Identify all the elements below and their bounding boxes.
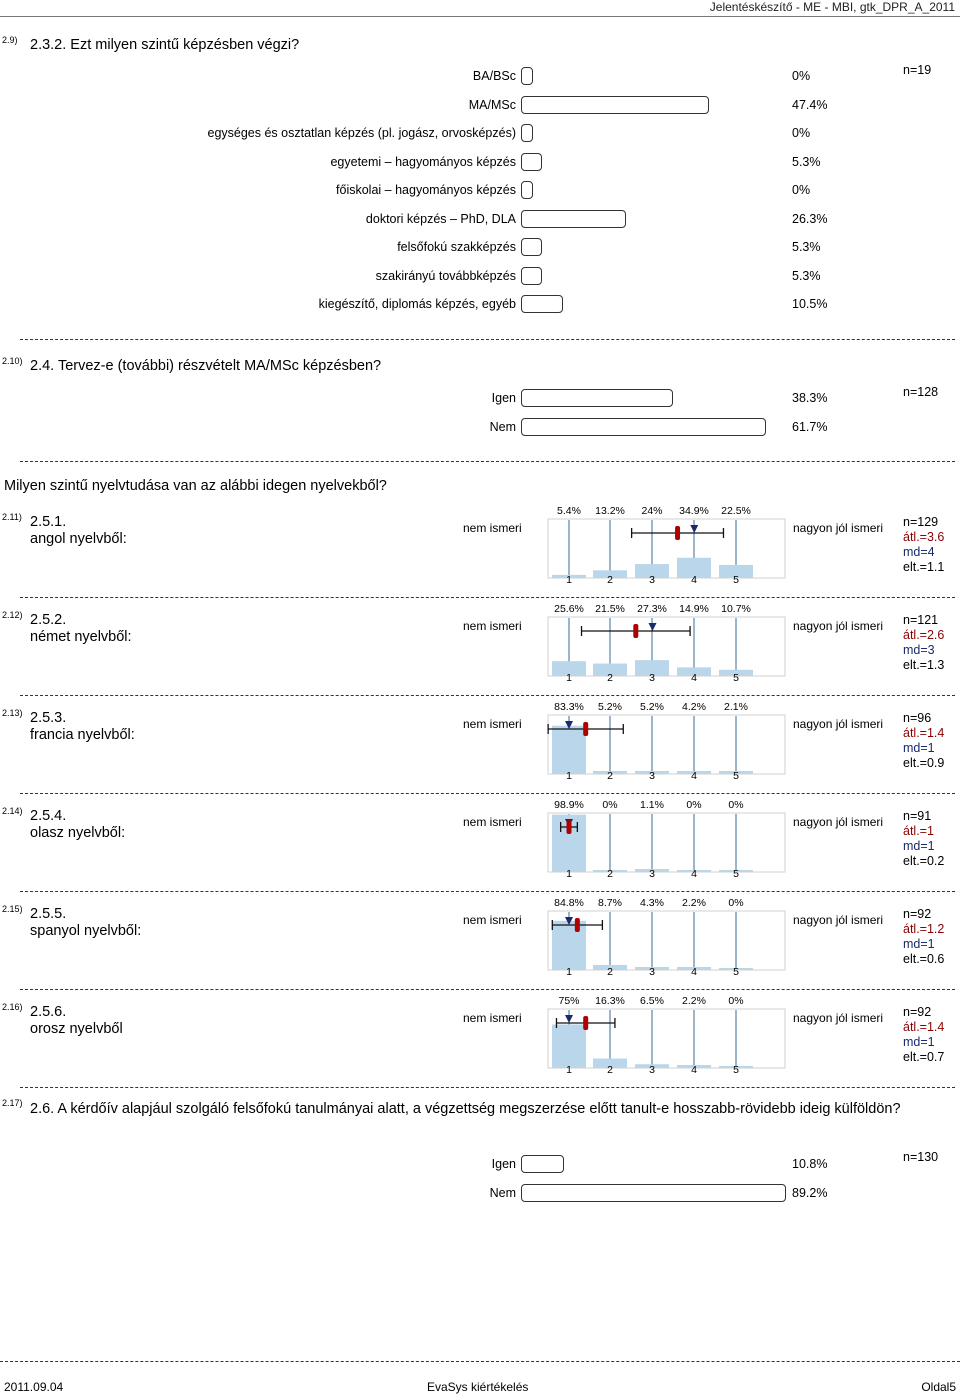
stats-block xyxy=(903,1005,944,1065)
stat-n: n=91 xyxy=(903,809,932,823)
header-divider xyxy=(0,16,960,17)
histogram xyxy=(547,714,787,776)
stat-mean: átl.=2.6 xyxy=(903,628,945,642)
question-title: spanyol nyelvből: xyxy=(30,923,142,939)
option-percent: 5.3% xyxy=(792,154,821,169)
mean-marker xyxy=(583,1016,588,1030)
question-title: olasz nyelvből: xyxy=(30,825,126,841)
tick-label: 2 xyxy=(607,1064,613,1076)
question-number: 2.12) xyxy=(2,610,23,620)
stat-stddev: elt.=0.7 xyxy=(903,1050,945,1064)
histogram-percent: 6.5% xyxy=(640,995,664,1007)
option-percent: 10.8% xyxy=(792,1157,828,1171)
stat-stddev: elt.=0.9 xyxy=(903,756,945,770)
histogram-bar xyxy=(552,726,586,774)
option-label: Igen xyxy=(491,391,516,405)
option-bar xyxy=(521,1184,786,1202)
option-bar xyxy=(521,267,542,285)
tick-label: 2 xyxy=(607,770,613,782)
histogram xyxy=(547,1008,787,1070)
tick-label: 1 xyxy=(566,966,572,978)
histogram-bar xyxy=(552,921,586,970)
histogram-percent: 0% xyxy=(728,799,744,811)
tick-label: 5 xyxy=(733,966,739,978)
mean-marker xyxy=(575,918,580,932)
stat-mean: átl.=3.6 xyxy=(903,530,945,544)
option-percent: 47.4% xyxy=(792,97,828,112)
median-marker xyxy=(565,1015,573,1023)
scale-left-label: nem ismeri xyxy=(463,913,522,927)
stat-stddev: elt.=1.3 xyxy=(903,658,945,672)
tick-label: 3 xyxy=(649,868,655,880)
histogram-percent: 5.2% xyxy=(640,701,664,713)
respondent-count: n=130 xyxy=(903,1150,939,1164)
stat-mean: átl.=1.4 xyxy=(903,726,945,740)
question-title: francia nyelvből: xyxy=(30,727,135,743)
histogram-percent: 16.3% xyxy=(595,995,625,1007)
question-code: 2.5.4. xyxy=(30,808,67,824)
tick-label: 3 xyxy=(649,574,655,586)
scale-right-label: nagyon jól ismeri xyxy=(793,913,884,927)
stat-median: md=1 xyxy=(903,1035,935,1049)
tick-label: 5 xyxy=(733,770,739,782)
histogram-bar xyxy=(552,1025,586,1069)
option-percent: 5.3% xyxy=(792,240,821,254)
option-percent: 0% xyxy=(792,183,811,197)
option-label: kiegészítő, diplomás képzés, egyéb xyxy=(318,297,516,311)
section-divider xyxy=(20,339,955,340)
stat-median: md=3 xyxy=(903,643,935,657)
section-divider xyxy=(20,891,955,892)
question-number: 2.11) xyxy=(2,512,22,522)
tick-label: 4 xyxy=(691,966,697,978)
scale-right-label: nagyon jól ismeri xyxy=(793,619,884,633)
tick-label: 1 xyxy=(566,770,572,782)
scale-left-label: nem ismeri xyxy=(463,1011,522,1025)
question-number: 2.13) xyxy=(2,708,23,718)
scale-left-label: nem ismeri xyxy=(463,717,522,731)
histogram-percent: 5.2% xyxy=(598,701,622,713)
stats-block xyxy=(903,613,944,673)
histogram-percent: 27.3% xyxy=(637,603,667,615)
scale-left-label: nem ismeri xyxy=(463,619,522,633)
option-label: egységes és osztatlan képzés (pl. jogász, orvosképzés) xyxy=(207,126,516,140)
report-header: Jelentéskészítő - ME - MBI, gtk_DPR_A_2011 xyxy=(709,0,955,14)
tick-label: 1 xyxy=(566,574,572,586)
tick-label: 2 xyxy=(607,574,613,586)
option-label: BA/BSc xyxy=(472,69,516,83)
stat-n: n=96 xyxy=(903,711,932,725)
question-number: 2.17) xyxy=(2,1098,23,1108)
question-number: 2.10) xyxy=(2,356,23,366)
histogram-percent: 4.3% xyxy=(640,897,664,909)
histogram-percent: 0% xyxy=(728,897,744,909)
question-title: 2.6. A kérdőív alapjául szolgáló felsőfokú tanulmányai alatt, a végzettség megszerzése előtt tanult-e hosszabb-rövidebb ideig külföldön? xyxy=(30,1101,901,1117)
histogram-percent: 98.9% xyxy=(554,799,584,811)
respondent-count: n=19 xyxy=(903,63,932,77)
option-bar xyxy=(521,389,673,407)
question-title: 2.3.2. Ezt milyen szintű képzésben végzi? xyxy=(30,37,300,53)
option-bar xyxy=(521,96,709,114)
stat-median: md=1 xyxy=(903,839,935,853)
question-code: 2.5.3. xyxy=(30,710,67,726)
tick-label: 3 xyxy=(649,1064,655,1076)
option-bar xyxy=(521,418,766,436)
mean-marker xyxy=(583,722,588,736)
tick-label: 4 xyxy=(691,868,697,880)
section-divider xyxy=(20,989,955,990)
tick-label: 5 xyxy=(733,1064,739,1076)
question-title: angol nyelvből: xyxy=(30,531,127,547)
option-bar xyxy=(521,181,533,199)
option-percent: 26.3% xyxy=(792,211,828,226)
tick-label: 5 xyxy=(733,868,739,880)
section-divider xyxy=(20,597,955,598)
stat-mean: átl.=1 xyxy=(903,824,934,838)
option-percent: 89.2% xyxy=(792,1185,828,1200)
mean-marker xyxy=(633,624,638,638)
section-divider xyxy=(20,695,955,696)
option-label: Nem xyxy=(489,1185,516,1200)
histogram-percent: 8.7% xyxy=(598,897,622,909)
histogram xyxy=(547,910,787,972)
question-number: 2.14) xyxy=(2,806,23,816)
option-label: Igen xyxy=(491,1157,516,1171)
stat-n: n=92 xyxy=(903,907,932,921)
stat-median: md=1 xyxy=(903,937,935,951)
option-label: felsőfokú szakképzés xyxy=(397,240,516,254)
stats-block xyxy=(903,711,944,771)
histogram-percent: 83.3% xyxy=(554,701,584,713)
section-divider xyxy=(20,793,955,794)
histogram-percent: 2.2% xyxy=(682,995,706,1007)
option-bar xyxy=(521,1155,564,1173)
option-bar xyxy=(521,124,533,142)
histogram-percent: 75% xyxy=(558,995,580,1007)
stat-n: n=121 xyxy=(903,613,939,627)
respondent-count: n=128 xyxy=(903,385,939,399)
question-code: 2.5.6. xyxy=(30,1004,67,1020)
tick-label: 3 xyxy=(649,770,655,782)
question-code: 2.5.5. xyxy=(30,906,67,922)
option-percent: 0% xyxy=(792,69,811,83)
histogram-percent: 13.2% xyxy=(595,505,625,517)
question-number: 2.15) xyxy=(2,904,23,914)
stat-stddev: elt.=0.2 xyxy=(903,854,945,868)
tick-label: 2 xyxy=(607,966,613,978)
section-divider xyxy=(20,461,955,462)
section-divider xyxy=(20,1087,955,1088)
histogram-percent: 0% xyxy=(602,799,618,811)
histogram xyxy=(547,518,787,580)
option-bar xyxy=(521,67,533,85)
scale-right-label: nagyon jól ismeri xyxy=(793,1011,884,1025)
tick-label: 1 xyxy=(566,868,572,880)
mean-marker xyxy=(675,526,680,540)
option-label: MA/MSc xyxy=(468,97,516,112)
stat-mean: átl.=1.4 xyxy=(903,1020,945,1034)
option-label: főiskolai – hagyományos képzés xyxy=(336,183,516,197)
scale-right-label: nagyon jól ismeri xyxy=(793,521,884,535)
option-percent: 5.3% xyxy=(792,268,821,283)
median-marker xyxy=(649,623,657,631)
tick-label: 4 xyxy=(691,770,697,782)
histogram-percent: 0% xyxy=(728,995,744,1007)
section-title: Milyen szintű nyelvtudása van az alábbi idegen nyelvekből? xyxy=(4,478,387,494)
histogram-percent: 2.2% xyxy=(682,897,706,909)
footer-page: Oldal5 xyxy=(921,1380,956,1394)
stats-block xyxy=(903,907,944,967)
stat-median: md=1 xyxy=(903,741,935,755)
option-label: Nem xyxy=(489,419,516,434)
stat-stddev: elt.=0.6 xyxy=(903,952,945,966)
histogram-percent: 0% xyxy=(686,799,702,811)
tick-label: 3 xyxy=(649,672,655,684)
histogram-percent: 21.5% xyxy=(595,603,625,615)
scale-left-label: nem ismeri xyxy=(463,521,522,535)
histogram-percent: 4.2% xyxy=(682,701,706,713)
histogram-percent: 25.6% xyxy=(554,603,584,615)
histogram-percent: 1.1% xyxy=(640,799,664,811)
stat-mean: átl.=1.2 xyxy=(903,922,945,936)
histogram-percent: 5.4% xyxy=(557,505,581,517)
histogram xyxy=(547,616,787,678)
tick-label: 4 xyxy=(691,574,697,586)
tick-label: 4 xyxy=(691,1064,697,1076)
footer-divider xyxy=(0,1361,960,1362)
tick-label: 2 xyxy=(607,672,613,684)
tick-label: 1 xyxy=(566,672,572,684)
scale-right-label: nagyon jól ismeri xyxy=(793,717,884,731)
option-label: egyetemi – hagyományos képzés xyxy=(330,154,516,169)
option-bar xyxy=(521,295,563,313)
option-percent: 61.7% xyxy=(792,419,828,434)
histogram-percent: 84.8% xyxy=(554,897,584,909)
option-percent: 10.5% xyxy=(792,297,828,311)
histogram xyxy=(547,812,787,874)
tick-label: 2 xyxy=(607,868,613,880)
footer-date: 2011.09.04 xyxy=(4,1380,64,1394)
histogram-percent: 10.7% xyxy=(721,603,751,615)
tick-label: 3 xyxy=(649,966,655,978)
option-label: szakirányú továbbképzés xyxy=(375,268,516,283)
question-number: 2.16) xyxy=(2,1002,23,1012)
tick-label: 5 xyxy=(733,574,739,586)
option-bar xyxy=(521,210,626,228)
question-title: orosz nyelvből xyxy=(30,1021,123,1037)
scale-right-label: nagyon jól ismeri xyxy=(793,815,884,829)
stat-n: n=92 xyxy=(903,1005,932,1019)
tick-label: 4 xyxy=(691,672,697,684)
question-title: német nyelvből: xyxy=(30,629,132,645)
footer-center: EvaSys kiértékelés xyxy=(427,1380,529,1394)
question-code: 2.5.2. xyxy=(30,612,67,628)
median-marker xyxy=(690,525,698,533)
histogram-percent: 34.9% xyxy=(679,505,709,517)
option-bar xyxy=(521,153,542,171)
option-bar xyxy=(521,238,542,256)
tick-label: 5 xyxy=(733,672,739,684)
option-percent: 0% xyxy=(792,126,811,140)
stat-median: md=4 xyxy=(903,545,935,559)
histogram-percent: 2.1% xyxy=(724,701,748,713)
question-title: 2.4. Tervez-e (további) részvételt MA/MSc képzésben? xyxy=(30,358,382,374)
stats-block xyxy=(903,515,944,575)
question-code: 2.5.1. xyxy=(30,514,67,530)
stats-block xyxy=(903,809,944,869)
option-label: doktori képzés – PhD, DLA xyxy=(365,211,516,226)
stat-stddev: elt.=1.1 xyxy=(903,560,945,574)
option-percent: 38.3% xyxy=(792,391,828,405)
histogram-percent: 14.9% xyxy=(679,603,709,615)
mean-marker xyxy=(567,820,572,834)
histogram-percent: 24% xyxy=(641,505,663,517)
tick-label: 1 xyxy=(566,1064,572,1076)
stat-n: n=129 xyxy=(903,515,939,529)
histogram-percent: 22.5% xyxy=(721,505,751,517)
scale-left-label: nem ismeri xyxy=(463,815,522,829)
question-number: 2.9) xyxy=(2,35,18,45)
